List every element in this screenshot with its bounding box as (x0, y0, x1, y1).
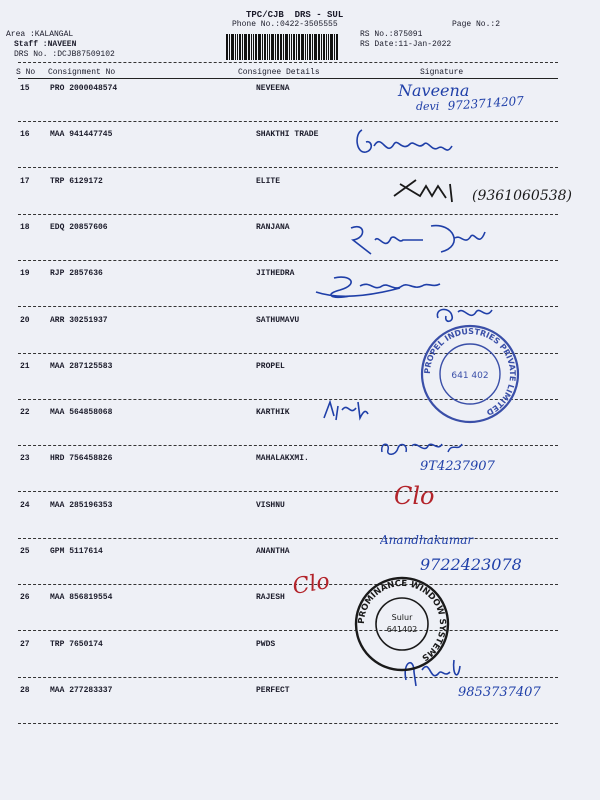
svg-text:Naveena: Naveena (398, 81, 470, 100)
page-number: Page No.:2 (452, 20, 501, 29)
row-sno: 22 (20, 408, 30, 417)
svg-text:Clo: Clo (394, 482, 435, 510)
row-divider (18, 723, 558, 724)
area-label: Area :KALANGAL (6, 30, 74, 39)
barcode (226, 34, 354, 60)
row-sno: 25 (20, 547, 30, 556)
row-sno: 15 (20, 84, 30, 93)
row-consignee: KARTHIK (256, 408, 290, 417)
prominance-stamp (352, 574, 452, 674)
header-divider (18, 62, 558, 63)
signature-16 (352, 122, 472, 166)
row-divider (18, 584, 558, 585)
row-consignment-no: HRD 756458826 (50, 454, 113, 463)
signature-17 (390, 174, 590, 214)
svg-text:PROPEL INDUSTRIES PRIVATE LIMI: PROPEL INDUSTRIES PRIVATE LIMITED (422, 326, 518, 418)
row-consignee: MAHALAKXMI. (256, 454, 309, 463)
row-sno: 27 (20, 640, 30, 649)
row-consignment-no: MAA 285196353 (50, 501, 113, 510)
svg-text:Anandhakumar: Anandhakumar (380, 533, 474, 547)
svg-text:Clo: Clo (290, 568, 332, 600)
svg-text:(9361060538): (9361060538) (472, 188, 572, 204)
row-divider (18, 214, 558, 215)
row-sno: 19 (20, 269, 30, 278)
row-consignee: VISHNU (256, 501, 285, 510)
row-consignment-no: RJP 2857636 (50, 269, 103, 278)
svg-text:9722423078: 9722423078 (420, 555, 522, 574)
col-consignee: Consignee Details (238, 68, 320, 77)
row-sno: 17 (20, 177, 30, 186)
row-consignee: SHAKTHI TRADE (256, 130, 319, 139)
row-divider (18, 121, 558, 122)
row-consignment-no: MAA 941447745 (50, 130, 113, 139)
row-consignment-no: ARR 30251937 (50, 316, 108, 325)
signature-25 (380, 528, 560, 578)
propel-stamp (418, 322, 522, 426)
svg-text:9T4237907: 9T4237907 (420, 459, 495, 474)
row-sno: 18 (20, 223, 30, 232)
row-sno: 26 (20, 593, 30, 602)
row-consignee: JITHEDRA (256, 269, 295, 278)
signature-18 (345, 218, 495, 262)
svg-text:641 402: 641 402 (451, 371, 489, 381)
row-sno: 20 (20, 316, 30, 325)
row-divider (18, 167, 558, 168)
phone-number: Phone No.:0422-3505555 (232, 20, 338, 29)
svg-text:PROMINANCE WINDOW SYSTEMS: PROMINANCE WINDOW SYSTEMS (356, 578, 448, 663)
signature-26 (290, 566, 360, 602)
row-consignee: SATHUMAVU (256, 316, 300, 325)
row-consignee: NEVEENA (256, 84, 290, 93)
staff-label: Staff :NAVEEN (14, 40, 77, 49)
signature-23 (376, 436, 556, 478)
signature-15 (380, 76, 550, 120)
signature-24 (390, 478, 470, 512)
col-consignment: Consignment No (48, 68, 116, 77)
rs-number: RS No.:875091 (360, 30, 423, 39)
sheet-title: TPC/CJB DRS - SUL (246, 10, 344, 20)
col-sno: S No (16, 68, 36, 77)
row-consignment-no: GPM 5117614 (50, 547, 103, 556)
svg-text:Sulur: Sulur (391, 613, 413, 622)
col-signature: Signature (420, 68, 464, 77)
row-consignment-no: PRO 2000048574 (50, 84, 118, 93)
row-divider (18, 491, 558, 492)
row-sno: 23 (20, 454, 30, 463)
row-consignment-no: MAA 856819554 (50, 593, 113, 602)
row-sno: 24 (20, 501, 30, 510)
row-consignee: ELITE (256, 177, 281, 186)
row-consignee: ANANTHA (256, 547, 290, 556)
row-sno: 28 (20, 686, 30, 695)
row-consignment-no: TRP 6129172 (50, 177, 103, 186)
signature-22 (320, 398, 370, 424)
row-consignee: RANJANA (256, 223, 290, 232)
row-divider (18, 630, 558, 631)
row-consignment-no: MAA 277283337 (50, 686, 113, 695)
row-sno: 21 (20, 362, 30, 371)
svg-text:9723714207: 9723714207 (447, 93, 525, 113)
svg-text:641402: 641402 (386, 625, 418, 634)
row-consignment-no: MAA 287125583 (50, 362, 113, 371)
svg-text:devi: devi (416, 100, 440, 113)
row-sno: 16 (20, 130, 30, 139)
row-consignment-no: MAA 564858068 (50, 408, 113, 417)
rs-date: RS Date:11-Jan-2022 (360, 40, 452, 49)
signature-19 (310, 270, 460, 304)
row-consignment-no: EDQ 20857606 (50, 223, 108, 232)
drs-number: DRS No. :DCJB87509102 (14, 50, 115, 59)
row-consignee: RAJESH (256, 593, 285, 602)
row-consignee: PERFECT (256, 686, 290, 695)
svg-text:9853737407: 9853737407 (458, 685, 541, 700)
row-consignee: PROPEL (256, 362, 285, 371)
row-consignment-no: TRP 7650174 (50, 640, 103, 649)
row-consignee: PWDS (256, 640, 276, 649)
